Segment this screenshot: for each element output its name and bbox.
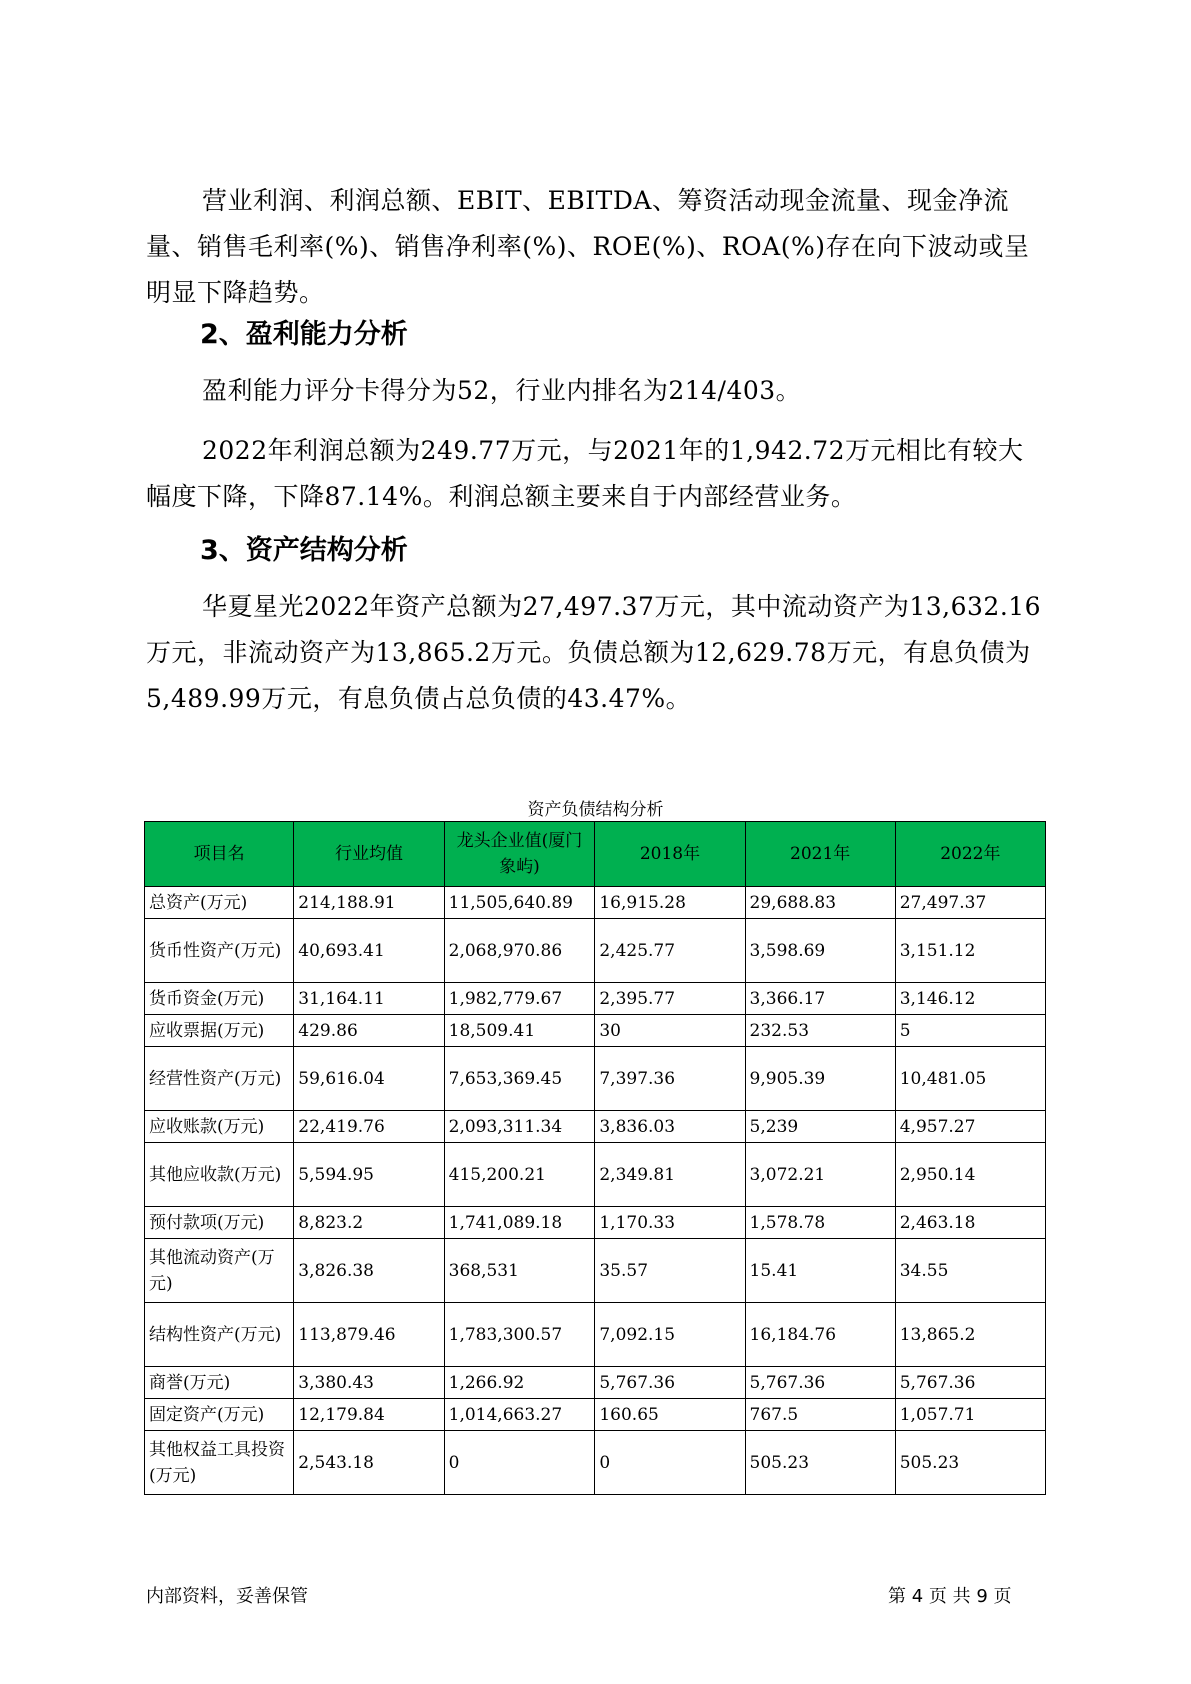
table-row	[145, 1303, 1046, 1367]
column-header: 2018年	[595, 822, 745, 887]
table-cell: 2,068,970.86	[444, 919, 595, 983]
table-cell: 结构性资产(万元)	[145, 1303, 294, 1367]
table-cell: 3,146.12	[895, 983, 1045, 1015]
table-cell: 商誉(万元)	[145, 1367, 294, 1399]
table-row	[145, 983, 1046, 1015]
table-cell: 4,957.27	[895, 1111, 1045, 1143]
table-cell: 5	[895, 1015, 1045, 1047]
table-cell: 总资产(万元)	[145, 887, 294, 919]
table-cell: 3,366.17	[745, 983, 895, 1015]
table-row	[145, 919, 1046, 983]
paragraph-profitability-score: 盈利能力评分卡得分为52，行业内排名为214/403。	[202, 376, 802, 405]
table-cell: 5,594.95	[294, 1143, 444, 1207]
table-cell: 29,688.83	[745, 887, 895, 919]
table-cell: 1,578.78	[745, 1207, 895, 1239]
table-cell: 0	[595, 1431, 745, 1495]
table-cell: 3,826.38	[294, 1239, 444, 1303]
table-cell: 505.23	[895, 1431, 1045, 1495]
table-row	[145, 1047, 1046, 1111]
table-cell: 9,905.39	[745, 1047, 895, 1111]
table-cell: 429.86	[294, 1015, 444, 1047]
table-cell: 1,982,779.67	[444, 983, 595, 1015]
table-cell: 10,481.05	[895, 1047, 1045, 1111]
column-header: 龙头企业值(厦门象屿)	[444, 822, 595, 887]
table-cell: 3,836.03	[595, 1111, 745, 1143]
table-cell: 其他权益工具投资(万元)	[145, 1431, 294, 1495]
table-cell: 5,767.36	[895, 1367, 1045, 1399]
table-cell: 30	[595, 1015, 745, 1047]
table-cell: 5,239	[745, 1111, 895, 1143]
table-cell: 34.55	[895, 1239, 1045, 1303]
balance-sheet-table	[144, 821, 1046, 1495]
table-cell: 其他流动资产(万元)	[145, 1239, 294, 1303]
table-cell: 160.65	[595, 1399, 745, 1431]
table-cell: 2,395.77	[595, 983, 745, 1015]
column-header: 2022年	[895, 822, 1045, 887]
table-cell: 368,531	[444, 1239, 595, 1303]
table-cell: 2,349.81	[595, 1143, 745, 1207]
table-row	[145, 887, 1046, 919]
column-header: 行业均值	[294, 822, 444, 887]
table-row	[145, 1143, 1046, 1207]
table-row	[145, 1399, 1046, 1431]
table-cell: 预付款项(万元)	[145, 1207, 294, 1239]
table-cell: 13,865.2	[895, 1303, 1045, 1367]
table-cell: 12,179.84	[294, 1399, 444, 1431]
table-cell: 5,767.36	[595, 1367, 745, 1399]
table-cell: 5,767.36	[745, 1367, 895, 1399]
table-cell: 7,092.15	[595, 1303, 745, 1367]
table-row	[145, 1431, 1046, 1495]
table-cell: 35.57	[595, 1239, 745, 1303]
table-cell: 3,072.21	[745, 1143, 895, 1207]
table-cell: 767.5	[745, 1399, 895, 1431]
table-cell: 415,200.21	[444, 1143, 595, 1207]
table-header-row	[145, 822, 1046, 887]
table-cell: 7,653,369.45	[444, 1047, 595, 1111]
table-cell: 22,419.76	[294, 1111, 444, 1143]
section-heading-asset-structure: 3、资产结构分析	[200, 535, 408, 566]
table-cell: 2,543.18	[294, 1431, 444, 1495]
column-header: 2021年	[745, 822, 895, 887]
paragraph-intro: 营业利润、利润总额、EBIT、EBITDA、筹资活动现金流量、现金净流量、销售毛利率(%)、销售净利率(%)、ROE(%)、ROA(%)存在向下波动或呈明显下降趋势。	[146, 186, 1030, 307]
table-cell: 11,505,640.89	[444, 887, 595, 919]
table-cell: 15.41	[745, 1239, 895, 1303]
table-cell: 1,741,089.18	[444, 1207, 595, 1239]
table-cell: 16,184.76	[745, 1303, 895, 1367]
table-cell: 1,057.71	[895, 1399, 1045, 1431]
table-cell: 货币资金(万元)	[145, 983, 294, 1015]
table-cell: 固定资产(万元)	[145, 1399, 294, 1431]
table-cell: 2,463.18	[895, 1207, 1045, 1239]
table-cell: 31,164.11	[294, 983, 444, 1015]
table-row	[145, 1207, 1046, 1239]
table-cell: 8,823.2	[294, 1207, 444, 1239]
table-cell: 214,188.91	[294, 887, 444, 919]
table-cell: 18,509.41	[444, 1015, 595, 1047]
table-row	[145, 1367, 1046, 1399]
table-cell: 2,425.77	[595, 919, 745, 983]
table-cell: 7,397.36	[595, 1047, 745, 1111]
table-cell: 经营性资产(万元)	[145, 1047, 294, 1111]
table-cell: 货币性资产(万元)	[145, 919, 294, 983]
table-cell: 应收票据(万元)	[145, 1015, 294, 1047]
footer-confidential-note: 内部资料，妥善保管	[146, 1586, 308, 1607]
paragraph-asset-structure: 华夏星光2022年资产总额为27,497.37万元，其中流动资产为13,632.16万元，非流动资产为13,865.2万元。负债总额为12,629.78万元，有息负债为5,489.99万元，有息负债占总负债的43.47%。	[146, 592, 1042, 713]
table-caption: 资产负债结构分析	[527, 800, 664, 820]
table-cell: 3,598.69	[745, 919, 895, 983]
table-cell: 113,879.46	[294, 1303, 444, 1367]
table-cell: 1,783,300.57	[444, 1303, 595, 1367]
table-cell: 2,093,311.34	[444, 1111, 595, 1143]
table-cell: 27,497.37	[895, 887, 1045, 919]
table-cell: 1,266.92	[444, 1367, 595, 1399]
section-heading-profitability: 2、盈利能力分析	[200, 319, 408, 350]
table-cell: 1,170.33	[595, 1207, 745, 1239]
table-cell: 2,950.14	[895, 1143, 1045, 1207]
table-cell: 16,915.28	[595, 887, 745, 919]
table-row	[145, 1015, 1046, 1047]
table-cell: 3,151.12	[895, 919, 1045, 983]
table-cell: 0	[444, 1431, 595, 1495]
table-cell: 59,616.04	[294, 1047, 444, 1111]
table-cell: 3,380.43	[294, 1367, 444, 1399]
page-number: 第 4 页 共 9 页	[888, 1586, 1012, 1607]
table-cell: 1,014,663.27	[444, 1399, 595, 1431]
paragraph-profit-total: 2022年利润总额为249.77万元，与2021年的1,942.72万元相比有较大幅度下降，下降87.14%。利润总额主要来自于内部经营业务。	[146, 436, 1024, 511]
table-cell: 应收账款(万元)	[145, 1111, 294, 1143]
table-cell: 505.23	[745, 1431, 895, 1495]
column-header: 项目名	[145, 822, 294, 887]
table-cell: 40,693.41	[294, 919, 444, 983]
table-cell: 232.53	[745, 1015, 895, 1047]
table-cell: 其他应收款(万元)	[145, 1143, 294, 1207]
table-row	[145, 1111, 1046, 1143]
table-row	[145, 1239, 1046, 1303]
